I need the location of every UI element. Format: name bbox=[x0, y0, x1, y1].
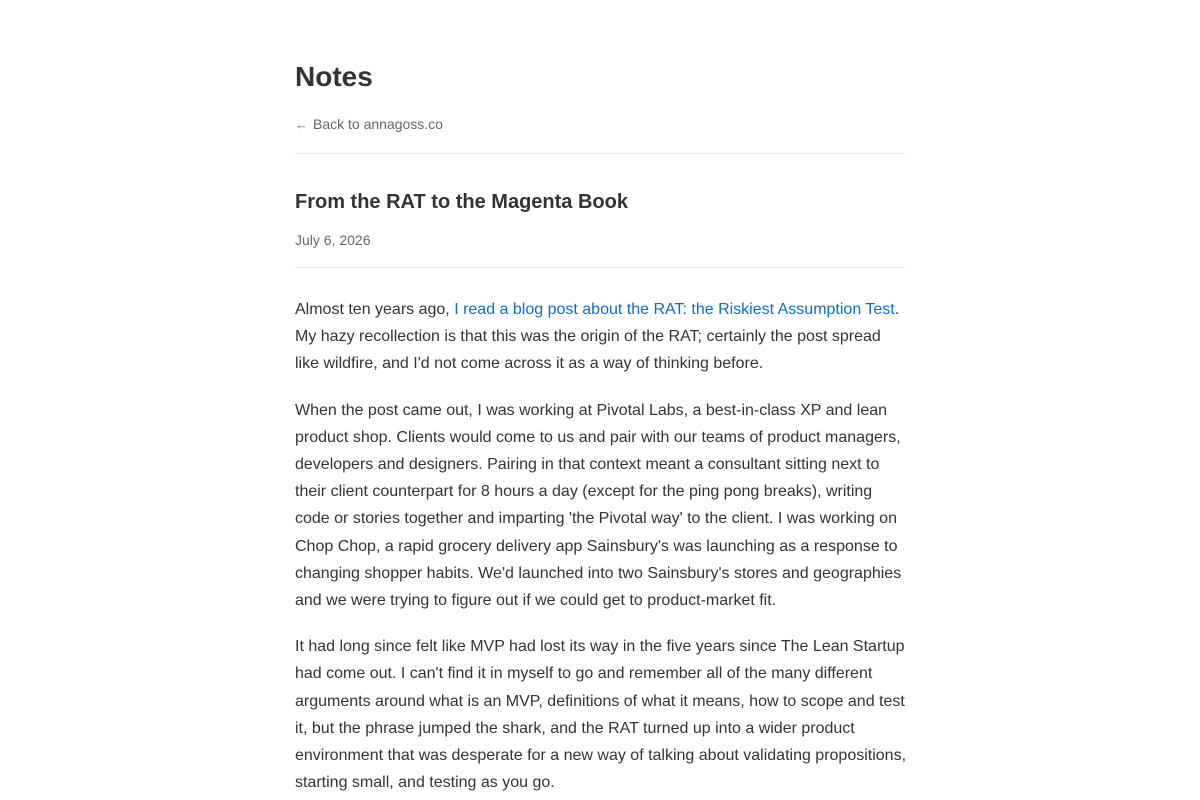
site-title: Notes bbox=[295, 61, 373, 92]
paragraph-text: Almost ten years ago, bbox=[295, 301, 455, 318]
paragraph: It had long since felt like MVP had lost its way in the five years since The Lean Startup had come out. I can't find it in myself to go and remember all of the many different arguments around what is an MVP, definitions of what it means, how to scope and test it, but the phrase jumped the shark, and the RAT turned up into a wider product environment that was desperate for a new way of talking about validating propositions, starting small, and testing as you go. bbox=[295, 638, 907, 792]
back-link-label: Back to annagoss.co bbox=[313, 116, 443, 132]
paragraph bbox=[295, 296, 907, 378]
paragraph-text: . My hazy recollection is that this was the origin of the RAT; certainly the post spread like wildfire, and I'd not come across it as a way of thinking before. bbox=[295, 301, 900, 373]
post-date: July 6, 2026 bbox=[295, 232, 371, 248]
post-header-divider bbox=[295, 267, 905, 268]
post-title: From the RAT to the Magenta Book bbox=[295, 191, 628, 213]
left-arrow-icon: ← bbox=[295, 117, 308, 132]
post-body bbox=[295, 296, 907, 800]
header-divider bbox=[295, 153, 905, 154]
back-link[interactable] bbox=[295, 115, 443, 134]
paragraph: When the post came out, I was working at Pivotal Labs, a best-in-class XP and lean product shop. Clients would come to us and pair with our teams of product managers, developers and designers. Pairing in that context meant a consultant sitting next to their client counterpart for 8 hours a day (except for the ping pong breaks), writing code or stories together and imparting 'the Pivotal way' to the client. I was working on Chop Chop, a rapid grocery delivery app Sainsbury's was launching as a response to changing shopper habits. We'd launched into two Sainsbury's stores and geographies and we were trying to figure out if we could get to product-market fit. bbox=[295, 401, 902, 610]
blog-post-link[interactable]: I read a blog post about the RAT: the Riskiest Assumption Test bbox=[454, 301, 895, 318]
